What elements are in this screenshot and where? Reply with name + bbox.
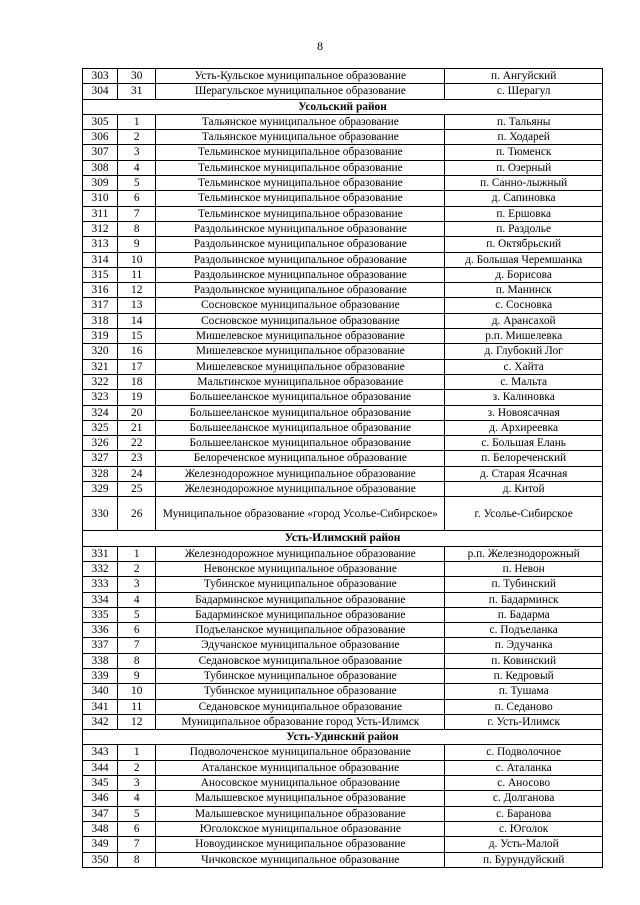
municipality-name: Тельминское муниципальное образование bbox=[156, 145, 445, 160]
row-number: 316 bbox=[83, 283, 118, 298]
row-number: 330 bbox=[83, 497, 118, 531]
table-row bbox=[83, 668, 603, 683]
district-row-number: 3 bbox=[118, 145, 156, 160]
district-row-number: 8 bbox=[118, 221, 156, 236]
district-row-number: 11 bbox=[118, 267, 156, 282]
settlement-name: п. Невон bbox=[445, 561, 603, 576]
district-row-number: 23 bbox=[118, 451, 156, 466]
district-row-number: 11 bbox=[118, 699, 156, 714]
municipality-name: Большееланское муниципальное образование bbox=[156, 390, 445, 405]
municipality-name: Большееланское муниципальное образование bbox=[156, 420, 445, 435]
settlement-name: д. Усть-Малой bbox=[445, 837, 603, 852]
row-number: 350 bbox=[83, 852, 118, 867]
district-row-number: 5 bbox=[118, 806, 156, 821]
row-number: 333 bbox=[83, 577, 118, 592]
district-row-number: 20 bbox=[118, 405, 156, 420]
district-row-number: 5 bbox=[118, 607, 156, 622]
district-row-number: 24 bbox=[118, 466, 156, 481]
district-row-number: 7 bbox=[118, 837, 156, 852]
row-number: 326 bbox=[83, 436, 118, 451]
district-row-number: 12 bbox=[118, 283, 156, 298]
table-row bbox=[83, 206, 603, 221]
settlement-name: с. Аталанка bbox=[445, 760, 603, 775]
district-row-number: 4 bbox=[118, 160, 156, 175]
district-header-row bbox=[83, 730, 603, 745]
municipality-name: Новоудинское муниципальное образование bbox=[156, 837, 445, 852]
settlement-name: п. Тушама bbox=[445, 684, 603, 699]
municipality-name: Железнодорожное муниципальное образование bbox=[156, 546, 445, 561]
row-number: 304 bbox=[83, 84, 118, 99]
settlement-name: с. Баранова bbox=[445, 806, 603, 821]
district-name: Усть-Илимский район bbox=[83, 531, 603, 546]
table-row bbox=[83, 466, 603, 481]
table-row bbox=[83, 577, 603, 592]
municipality-name: Железнодорожное муниципальное образование bbox=[156, 466, 445, 481]
settlement-name: г. Усолье-Сибирское bbox=[445, 497, 603, 531]
row-number: 342 bbox=[83, 714, 118, 729]
settlement-name: п. Ангуйский bbox=[445, 69, 603, 84]
settlement-name: п. Озерный bbox=[445, 160, 603, 175]
settlement-name: д. Архиреевка bbox=[445, 420, 603, 435]
table-row bbox=[83, 745, 603, 760]
district-row-number: 1 bbox=[118, 114, 156, 129]
table-row bbox=[83, 821, 603, 836]
district-row-number: 26 bbox=[118, 497, 156, 531]
municipalities-table bbox=[82, 68, 603, 868]
district-row-number: 6 bbox=[118, 821, 156, 836]
settlement-name: п. Бурундуйский bbox=[445, 852, 603, 867]
row-number: 332 bbox=[83, 561, 118, 576]
row-number: 331 bbox=[83, 546, 118, 561]
municipality-name: Раздольинское муниципальное образование bbox=[156, 237, 445, 252]
district-row-number: 30 bbox=[118, 69, 156, 84]
table-row bbox=[83, 405, 603, 420]
district-row-number: 5 bbox=[118, 176, 156, 191]
settlement-name: р.п. Железнодорожный bbox=[445, 546, 603, 561]
row-number: 325 bbox=[83, 420, 118, 435]
row-number: 337 bbox=[83, 638, 118, 653]
settlement-name: п. Манинск bbox=[445, 283, 603, 298]
district-row-number: 21 bbox=[118, 420, 156, 435]
table-row bbox=[83, 482, 603, 497]
district-row-number: 3 bbox=[118, 776, 156, 791]
settlement-name: п. Тальяны bbox=[445, 114, 603, 129]
table-row bbox=[83, 852, 603, 867]
table-row bbox=[83, 653, 603, 668]
table-body bbox=[83, 69, 603, 868]
municipality-name: Белореченское муниципальное образование bbox=[156, 451, 445, 466]
table-row bbox=[83, 837, 603, 852]
row-number: 345 bbox=[83, 776, 118, 791]
district-row-number: 1 bbox=[118, 546, 156, 561]
district-row-number: 2 bbox=[118, 561, 156, 576]
district-row-number: 4 bbox=[118, 791, 156, 806]
district-row-number: 7 bbox=[118, 638, 156, 653]
settlement-name: п. Ершовка bbox=[445, 206, 603, 221]
settlement-name: с. Юголок bbox=[445, 821, 603, 836]
settlement-name: з. Новоясачная bbox=[445, 405, 603, 420]
municipality-name: Подволоченское муниципальное образование bbox=[156, 745, 445, 760]
municipality-name: Муниципальное образование «город Усолье-Сибирское» bbox=[156, 497, 445, 531]
district-row-number: 12 bbox=[118, 714, 156, 729]
municipality-name: Бадарминское муниципальное образование bbox=[156, 592, 445, 607]
municipality-name: Мишелевское муниципальное образование bbox=[156, 344, 445, 359]
municipality-name: Невонское муниципальное образование bbox=[156, 561, 445, 576]
settlement-name: п. Октябрьский bbox=[445, 237, 603, 252]
row-number: 340 bbox=[83, 684, 118, 699]
district-row-number: 3 bbox=[118, 577, 156, 592]
municipality-name: Тальянское муниципальное образование bbox=[156, 130, 445, 145]
municipality-name: Шерагульское муниципальное образование bbox=[156, 84, 445, 99]
row-number: 329 bbox=[83, 482, 118, 497]
municipality-name: Большееланское муниципальное образование bbox=[156, 436, 445, 451]
settlement-name: д. Китой bbox=[445, 482, 603, 497]
district-row-number: 9 bbox=[118, 237, 156, 252]
settlement-name: д. Старая Ясачная bbox=[445, 466, 603, 481]
municipality-name: Раздольинское муниципальное образование bbox=[156, 283, 445, 298]
row-number: 323 bbox=[83, 390, 118, 405]
district-row-number: 7 bbox=[118, 206, 156, 221]
row-number: 321 bbox=[83, 359, 118, 374]
row-number: 338 bbox=[83, 653, 118, 668]
row-number: 318 bbox=[83, 313, 118, 328]
municipality-name: Тельминское муниципальное образование bbox=[156, 191, 445, 206]
row-number: 335 bbox=[83, 607, 118, 622]
district-row-number: 14 bbox=[118, 313, 156, 328]
municipality-name: Сосновское муниципальное образование bbox=[156, 313, 445, 328]
table-row bbox=[83, 699, 603, 714]
row-number: 315 bbox=[83, 267, 118, 282]
table-row bbox=[83, 69, 603, 84]
table-row bbox=[83, 623, 603, 638]
settlement-name: д. Сапиновка bbox=[445, 191, 603, 206]
district-name: Усть-Удинский район bbox=[83, 730, 603, 745]
municipality-name: Железнодорожное муниципальное образование bbox=[156, 482, 445, 497]
row-number: 311 bbox=[83, 206, 118, 221]
settlement-name: с. Сосновка bbox=[445, 298, 603, 313]
municipality-name: Седановское муниципальное образование bbox=[156, 653, 445, 668]
district-row-number: 4 bbox=[118, 592, 156, 607]
municipality-name: Малышевское муниципальное образование bbox=[156, 791, 445, 806]
district-row-number: 13 bbox=[118, 298, 156, 313]
row-number: 328 bbox=[83, 466, 118, 481]
municipality-name: Бадарминское муниципальное образование bbox=[156, 607, 445, 622]
settlement-name: п. Тубинский bbox=[445, 577, 603, 592]
district-row-number: 19 bbox=[118, 390, 156, 405]
municipality-name: Раздольинское муниципальное образование bbox=[156, 221, 445, 236]
row-number: 308 bbox=[83, 160, 118, 175]
settlement-name: п. Ковинский bbox=[445, 653, 603, 668]
row-number: 346 bbox=[83, 791, 118, 806]
table-row bbox=[83, 806, 603, 821]
settlement-name: с. Мальта bbox=[445, 374, 603, 389]
settlement-name: с. Хайта bbox=[445, 359, 603, 374]
table-row bbox=[83, 607, 603, 622]
settlement-name: п. Эдучанка bbox=[445, 638, 603, 653]
municipality-name: Аталанское муниципальное образование bbox=[156, 760, 445, 775]
municipality-name: Мишелевское муниципальное образование bbox=[156, 329, 445, 344]
district-name: Усольский район bbox=[83, 99, 603, 114]
table-row bbox=[83, 776, 603, 791]
district-row-number: 25 bbox=[118, 482, 156, 497]
row-number: 313 bbox=[83, 237, 118, 252]
table-row bbox=[83, 252, 603, 267]
row-number: 343 bbox=[83, 745, 118, 760]
table-row bbox=[83, 420, 603, 435]
table-row bbox=[83, 344, 603, 359]
row-number: 322 bbox=[83, 374, 118, 389]
table-row bbox=[83, 791, 603, 806]
table-row bbox=[83, 390, 603, 405]
settlement-name: п. Ходарей bbox=[445, 130, 603, 145]
municipality-name: Тельминское муниципальное образование bbox=[156, 206, 445, 221]
table-row bbox=[83, 191, 603, 206]
district-row-number: 2 bbox=[118, 760, 156, 775]
table-row bbox=[83, 329, 603, 344]
row-number: 309 bbox=[83, 176, 118, 191]
district-row-number: 9 bbox=[118, 668, 156, 683]
settlement-name: п. Тюменск bbox=[445, 145, 603, 160]
district-row-number: 6 bbox=[118, 191, 156, 206]
table-row bbox=[83, 160, 603, 175]
municipality-name: Эдучанское муниципальное образование bbox=[156, 638, 445, 653]
page-number: 8 bbox=[317, 39, 323, 53]
table-row bbox=[83, 497, 603, 531]
municipality-name: Тубинское муниципальное образование bbox=[156, 577, 445, 592]
municipality-name: Большееланское муниципальное образование bbox=[156, 405, 445, 420]
settlement-name: п. Седаново bbox=[445, 699, 603, 714]
row-number: 349 bbox=[83, 837, 118, 852]
municipality-name: Мишелевское муниципальное образование bbox=[156, 359, 445, 374]
municipality-name: Усть-Кульское муниципальное образование bbox=[156, 69, 445, 84]
table-row bbox=[83, 298, 603, 313]
municipality-name: Юголокское муниципальное образование bbox=[156, 821, 445, 836]
municipality-name: Тубинское муниципальное образование bbox=[156, 668, 445, 683]
district-row-number: 8 bbox=[118, 653, 156, 668]
row-number: 336 bbox=[83, 623, 118, 638]
table-row bbox=[83, 237, 603, 252]
municipality-name: Тубинское муниципальное образование bbox=[156, 684, 445, 699]
row-number: 339 bbox=[83, 668, 118, 683]
settlement-name: п. Раздолье bbox=[445, 221, 603, 236]
district-row-number: 10 bbox=[118, 684, 156, 699]
settlement-name: р.п. Мишелевка bbox=[445, 329, 603, 344]
row-number: 324 bbox=[83, 405, 118, 420]
row-number: 334 bbox=[83, 592, 118, 607]
municipality-name: Муниципальное образование город Усть-Илимск bbox=[156, 714, 445, 729]
row-number: 348 bbox=[83, 821, 118, 836]
table-row bbox=[83, 760, 603, 775]
row-number: 303 bbox=[83, 69, 118, 84]
table-row bbox=[83, 114, 603, 129]
row-number: 306 bbox=[83, 130, 118, 145]
municipality-name: Тельминское муниципальное образование bbox=[156, 176, 445, 191]
table-row bbox=[83, 684, 603, 699]
settlement-name: п. Бадарминск bbox=[445, 592, 603, 607]
district-header-row bbox=[83, 99, 603, 114]
table-row bbox=[83, 176, 603, 191]
settlement-name: с. Шерагул bbox=[445, 84, 603, 99]
settlement-name: с. Большая Елань bbox=[445, 436, 603, 451]
row-number: 305 bbox=[83, 114, 118, 129]
table-row bbox=[83, 130, 603, 145]
row-number: 341 bbox=[83, 699, 118, 714]
settlement-name: п. Кедровый bbox=[445, 668, 603, 683]
settlement-name: с. Подволочное bbox=[445, 745, 603, 760]
row-number: 319 bbox=[83, 329, 118, 344]
district-row-number: 1 bbox=[118, 745, 156, 760]
district-row-number: 6 bbox=[118, 623, 156, 638]
settlement-name: г. Усть-Илимск bbox=[445, 714, 603, 729]
settlement-name: с. Долганова bbox=[445, 791, 603, 806]
table-row bbox=[83, 313, 603, 328]
row-number: 310 bbox=[83, 191, 118, 206]
municipality-name: Малышевское муниципальное образование bbox=[156, 806, 445, 821]
district-header-row bbox=[83, 531, 603, 546]
row-number: 307 bbox=[83, 145, 118, 160]
municipality-name: Чичковское муниципальное образование bbox=[156, 852, 445, 867]
municipality-name: Тальянское муниципальное образование bbox=[156, 114, 445, 129]
district-row-number: 10 bbox=[118, 252, 156, 267]
row-number: 317 bbox=[83, 298, 118, 313]
table-row bbox=[83, 283, 603, 298]
table-row bbox=[83, 714, 603, 729]
municipality-name: Тельминское муниципальное образование bbox=[156, 160, 445, 175]
table-row bbox=[83, 561, 603, 576]
municipality-name: Сосновское муниципальное образование bbox=[156, 298, 445, 313]
row-number: 320 bbox=[83, 344, 118, 359]
settlement-name: с. Аносово bbox=[445, 776, 603, 791]
table-row bbox=[83, 221, 603, 236]
district-row-number: 22 bbox=[118, 436, 156, 451]
settlement-name: з. Калиновка bbox=[445, 390, 603, 405]
table-row bbox=[83, 145, 603, 160]
row-number: 347 bbox=[83, 806, 118, 821]
district-row-number: 2 bbox=[118, 130, 156, 145]
municipality-name: Седановское муниципальное образование bbox=[156, 699, 445, 714]
table-row bbox=[83, 451, 603, 466]
row-number: 314 bbox=[83, 252, 118, 267]
table-row bbox=[83, 436, 603, 451]
district-row-number: 17 bbox=[118, 359, 156, 374]
table-row bbox=[83, 267, 603, 282]
row-number: 312 bbox=[83, 221, 118, 236]
municipality-name: Подъеланское муниципальное образование bbox=[156, 623, 445, 638]
district-row-number: 31 bbox=[118, 84, 156, 99]
table-row bbox=[83, 638, 603, 653]
settlement-name: п. Санно-лыжный bbox=[445, 176, 603, 191]
settlement-name: д. Борисова bbox=[445, 267, 603, 282]
municipality-name: Раздольинское муниципальное образование bbox=[156, 252, 445, 267]
municipality-name: Раздольинское муниципальное образование bbox=[156, 267, 445, 282]
row-number: 327 bbox=[83, 451, 118, 466]
settlement-name: д. Арансахой bbox=[445, 313, 603, 328]
row-number: 344 bbox=[83, 760, 118, 775]
municipality-name: Аносовское муниципальное образование bbox=[156, 776, 445, 791]
table-row bbox=[83, 374, 603, 389]
district-row-number: 15 bbox=[118, 329, 156, 344]
settlement-name: д. Большая Черемшанка bbox=[445, 252, 603, 267]
district-row-number: 8 bbox=[118, 852, 156, 867]
settlement-name: д. Глубокий Лог bbox=[445, 344, 603, 359]
settlement-name: с. Подъеланка bbox=[445, 623, 603, 638]
table-row bbox=[83, 359, 603, 374]
municipality-name: Мальтинское муниципальное образование bbox=[156, 374, 445, 389]
district-row-number: 18 bbox=[118, 374, 156, 389]
district-row-number: 16 bbox=[118, 344, 156, 359]
table-row bbox=[83, 84, 603, 99]
settlement-name: п. Бадарма bbox=[445, 607, 603, 622]
settlement-name: п. Белореченский bbox=[445, 451, 603, 466]
table-row bbox=[83, 592, 603, 607]
table-row bbox=[83, 546, 603, 561]
